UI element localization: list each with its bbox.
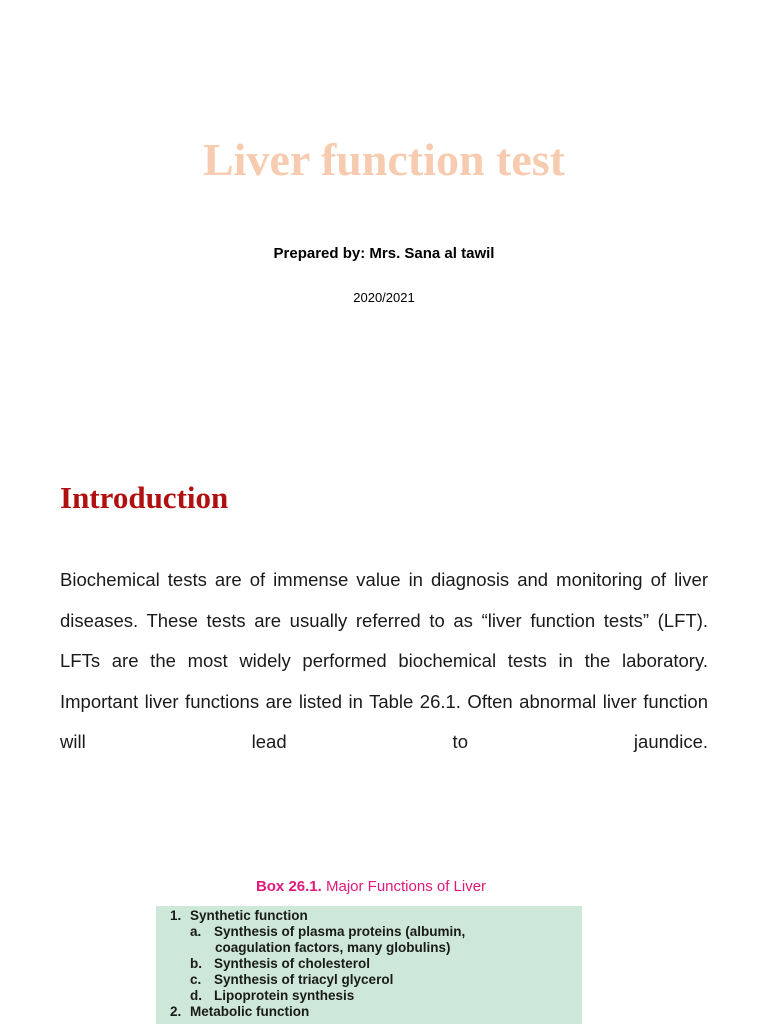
item-number: 1. xyxy=(170,908,182,923)
item-text: Metabolic function xyxy=(190,1004,310,1019)
sub-item-letter: c. xyxy=(190,972,202,987)
box-heading: Major Functions of Liver xyxy=(325,878,487,895)
introduction-paragraph: Biochemical tests are of immense value in diagnosis and monitoring of liver diseases. These tests are usually referred to as “liver function tests” (LFT). LFTs are the most widely performed biochemical tests in the laboratory. Important liver functions are listed in Table 26.1. Often abnormal liver function will lead to jaundice. xyxy=(60,569,708,752)
box-label: Box 26.1. xyxy=(255,878,322,895)
sub-list-item xyxy=(156,956,582,972)
author-line: Prepared by: Mrs. Sana al tawil xyxy=(273,245,495,262)
box-title xyxy=(156,876,582,906)
sub-list-item xyxy=(156,988,582,1004)
sub-list-item-continuation xyxy=(156,940,582,956)
sub-item-text: Synthesis of plasma proteins (albumin, xyxy=(214,924,466,939)
list-item xyxy=(156,908,582,924)
sub-item-text: Synthesis of triacyl glycerol xyxy=(214,972,394,987)
box-panel xyxy=(156,906,582,1024)
section-heading-introduction: Introduction xyxy=(60,480,229,515)
sub-item-text: coagulation factors, many globulins) xyxy=(215,940,451,955)
sub-item-letter: b. xyxy=(190,956,202,971)
sub-list-item xyxy=(156,972,582,988)
document-title: Liver function test xyxy=(202,134,565,185)
functions-box xyxy=(156,876,582,1024)
item-text: Synthetic function xyxy=(190,908,308,923)
academic-year: 2020/2021 xyxy=(353,290,415,305)
sub-item-text: Lipoprotein synthesis xyxy=(214,988,355,1003)
sub-item-text: Synthesis of cholesterol xyxy=(214,956,371,971)
list-item xyxy=(156,1004,582,1020)
sub-item-letter: a. xyxy=(190,924,202,939)
sub-item-letter: d. xyxy=(190,988,202,1003)
item-number: 2. xyxy=(170,1004,182,1019)
sub-list-item xyxy=(156,924,582,940)
